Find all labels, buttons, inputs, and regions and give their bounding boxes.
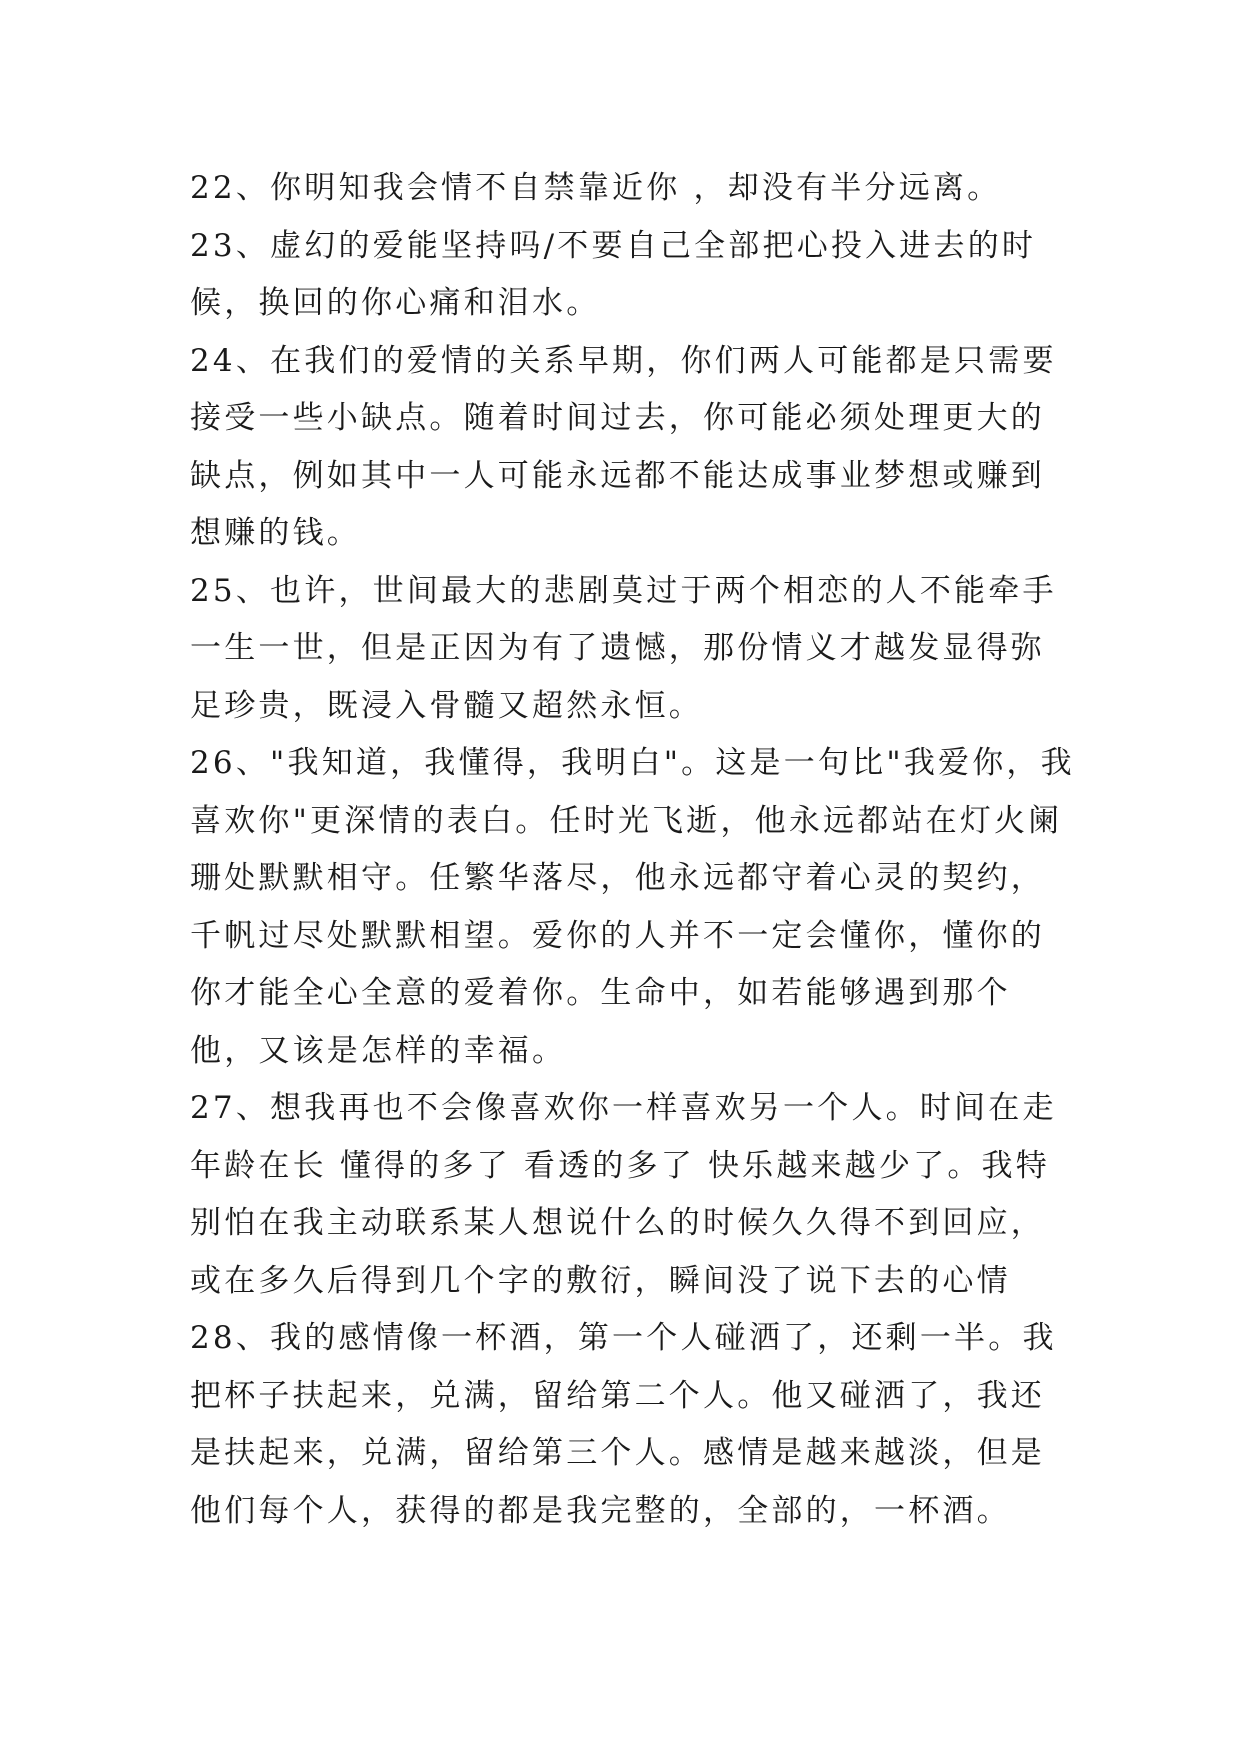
entry-27: 27、想我再也不会像喜欢你一样喜欢另一个人。时间在走年龄在长 懂得的多了 看透的多了 快乐越来越少了。我特别怕在我主动联系某人想说什么的时候久久得不到回应，或在多久后得到几个字的敷衍，瞬间没了说下去的心情 xyxy=(190,1090,1057,1299)
entry-26: 26、"我知道，我懂得，我明白"。这是一句比"我爱你，我喜欢你"更深情的表白。任时光飞逝，他永远都站在灯火阑珊处默默相守。任繁华落尽，他永远都守着心灵的契约，千帆过尽处默默相望。爱你的人并不一定会懂你，懂你的你才能全心全意的爱着你。生命中，如若能够遇到那个他，又该是怎样的幸福。 xyxy=(190,745,1075,1069)
entry-24: 24、在我们的爱情的关系早期，你们两人可能都是只需要接受一些小缺点。随着时间过去，你可能必须处理更大的缺点，例如其中一人可能永远都不能达成事业梦想或赚到想赚的钱。 xyxy=(190,342,1057,551)
entry-25: 25、也许，世间最大的悲剧莫过于两个相恋的人不能牵手一生一世，但是正因为有了遗憾，那份情义才越发显得弥足珍贵，既浸入骨髓又超然永恒。 xyxy=(190,572,1057,724)
entry-23: 23、虚幻的爱能坚持吗/不要自己全部把心投入进去的时候，换回的你心痛和泪水。 xyxy=(190,227,1037,321)
entry-22: 22、你明知我会情不自禁靠近你 ，却没有半分远离。 xyxy=(190,170,1002,206)
document-body xyxy=(190,160,1075,1540)
entry-28: 28、我的感情像一杯酒，第一个人碰洒了，还剩一半。我把杯子扶起来，兑满，留给第二个人。他又碰洒了，我还是扶起来，兑满，留给第三个人。感情是越来越淡，但是他们每个人，获得的都是我完整的，全部的，一杯酒。 xyxy=(190,1320,1057,1529)
